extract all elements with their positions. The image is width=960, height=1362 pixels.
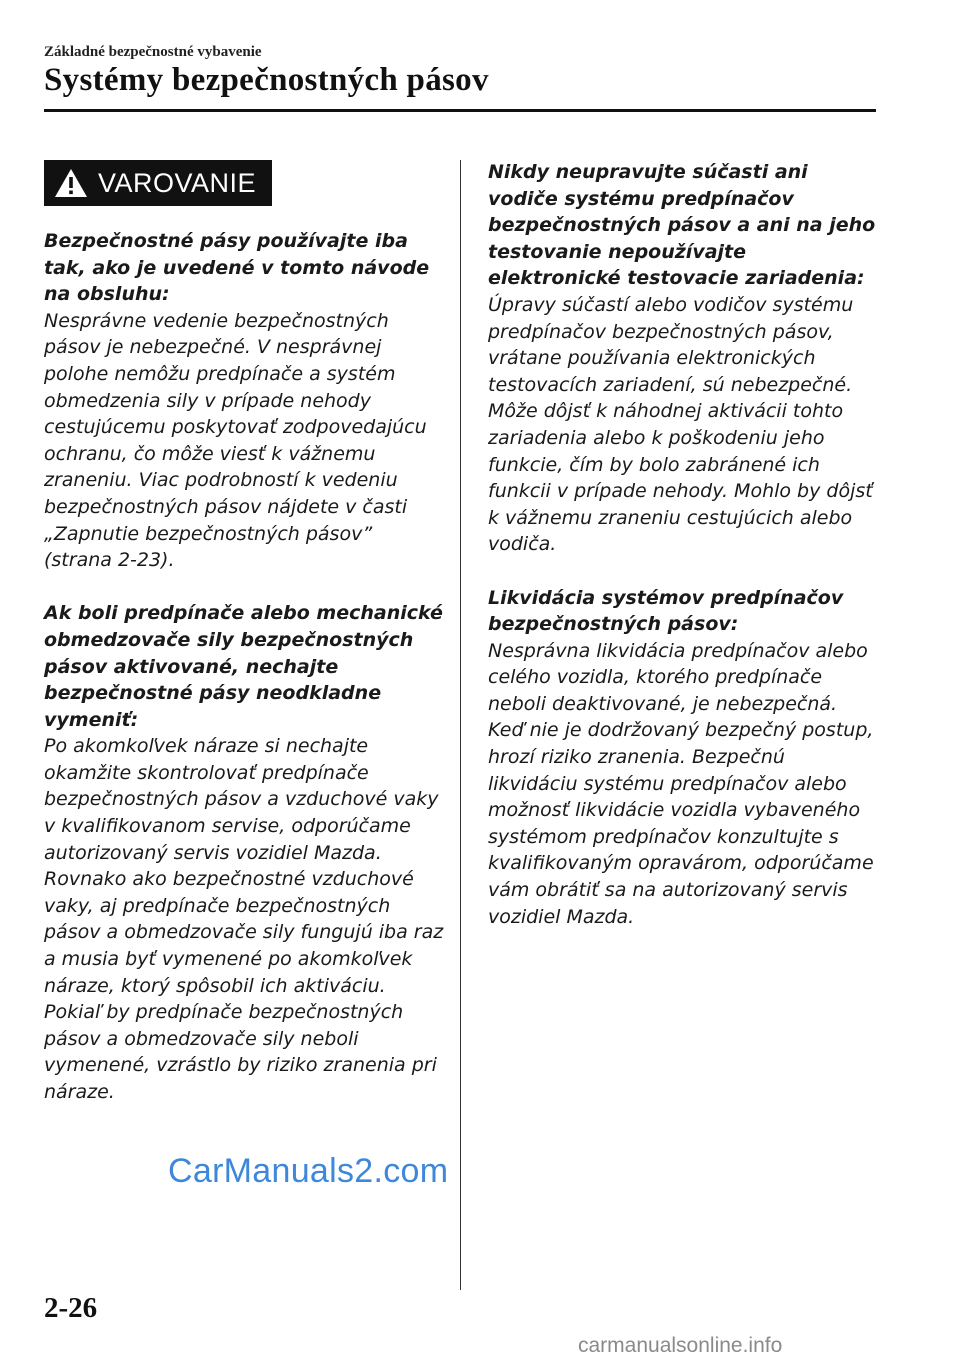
warning-block	[488, 159, 878, 558]
left-column	[44, 228, 444, 1132]
watermark: CarManuals2.com	[168, 1152, 449, 1190]
block-body: Úpravy súčastí alebo vodičov systému predpínačov bezpečnostných pásov, vrátane používania elektronických testovacích zariadení, sú nebezpečné. Môže dôjsť k náhodnej aktivácii tohto zariadenia alebo k poškodeniu jeho funkcie, čím by bolo zabránené ich funkcii v prípade nehody. Mohlo by dôjsť k vážnemu zraneniu cestujúcich alebo vodiča.	[488, 293, 873, 556]
right-column	[488, 159, 878, 957]
title-rule	[44, 109, 876, 112]
block-heading: Nikdy neupravujte súčasti ani vodiče systému predpínačov bezpečnostných pásov a ani na jeho testovanie nepoužívajte elektronické testovacie zariadenia:	[488, 161, 876, 290]
warning-block	[44, 600, 444, 1105]
page-number: 2-26	[44, 1292, 98, 1324]
block-heading: Ak boli predpínače alebo mechanické obmedzovače sily bezpečnostných pásov aktivované, nechajte bezpečnostné pásy neodkladne vymeniť:	[44, 602, 443, 731]
block-heading: Likvidácia systémov predpínačov bezpečnostných pásov:	[488, 586, 844, 636]
block-heading: Bezpečnostné pásy používajte iba tak, ako je uvedené v tomto návode na obsluhu:	[44, 230, 430, 306]
footer-watermark: carmanualsonline.info	[578, 1334, 783, 1357]
warning-block	[44, 228, 444, 574]
warning-badge	[44, 160, 272, 206]
block-body: Nesprávna likvidácia predpínačov alebo celého vozidla, ktorého predpínače neboli deaktivované, je nebezpečná. Keď nie je dodržovaný bezpečný postup, hrozí riziko zranenia. Bezpečnú likvidáciu systému predpínačov alebo možnosť likvidácie vozidla vybaveného systémom predpínačov konzultujte s kvalifikovaným opravárom, odporúčame vám obrátiť sa na autorizovaný servis vozidiel Mazda.	[488, 639, 874, 928]
page-title: Systémy bezpečnostných pásov	[44, 62, 489, 98]
column-divider	[460, 160, 461, 1290]
warning-triangle-icon	[54, 168, 88, 198]
warning-block	[488, 585, 878, 931]
warning-label: VAROVANIE	[98, 167, 257, 198]
block-body: Nesprávne vedenie bezpečnostných pásov je nebezpečné. V nesprávnej polohe nemôžu predpínače a systém obmedzenia sily v prípade nehody cestujúcemu poskytovať zodpovedajúcu ochranu, čo môže viesť k vážnemu zraneniu. Viac podrobností k vedeniu bezpečnostných pásov nájdete v časti „Zapnutie bezpečnostných pásov” (strana 2-23).	[44, 309, 427, 572]
block-body: Po akomkoľvek náraze si nechajte okamžite skontrolovať predpínače bezpečnostných pásov a vzduchové vaky v kvalifikovanom servise, odporúčame autorizovaný servis vozidiel Mazda. Rovnako ako bezpečnostné vzduchové vaky, aj predpínače bezpečnostných pásov a obmedzovače sily fungujú iba raz a musia byť vymenené po akomkoľvek náraze, ktorý spôsobil ich aktiváciu. Pokiaľ by predpínače bezpečnostných pásov a obmedzovače sily neboli vymenené, vzrástlo by riziko zranenia pri náraze.	[44, 735, 444, 1103]
section-label: Základné bezpečnostné vybavenie	[44, 44, 262, 60]
